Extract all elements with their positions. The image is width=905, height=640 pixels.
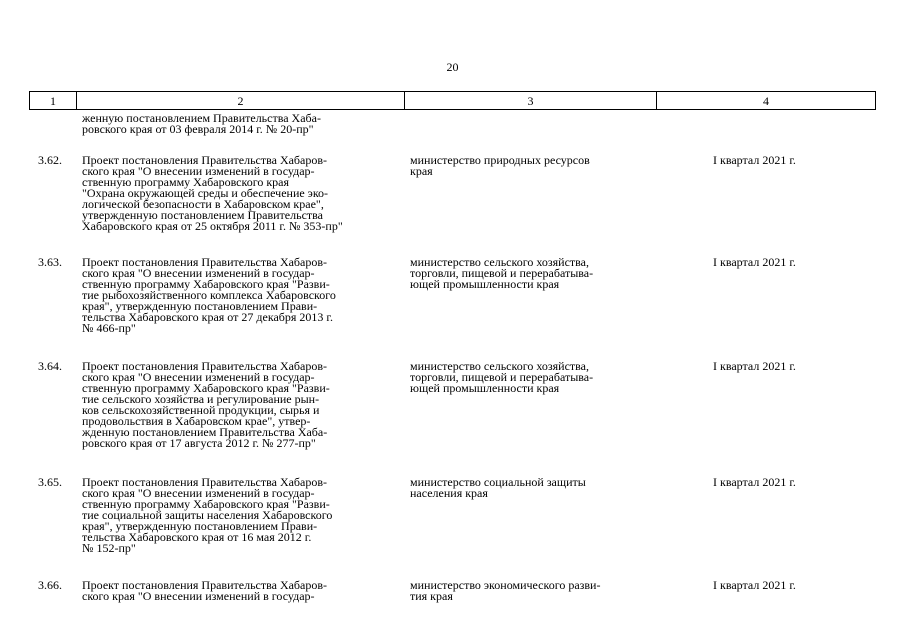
description-line: края", утвержденную постановлением Прави-: [82, 519, 318, 533]
description-line: логической безопасности в Хабаровском крае",: [82, 197, 324, 211]
description-line: тие социальной защиты населения Хабаровского: [82, 508, 333, 522]
description-line: ского края "О внесении изменений в государ-: [82, 370, 315, 384]
item-description: [82, 257, 404, 334]
column-header-3: 3: [405, 92, 657, 110]
responsible-line: тия края: [410, 589, 453, 603]
column-header-4: 4: [657, 92, 876, 110]
responsible-agency: [410, 477, 650, 499]
description-line: ровского края от 17 августа 2012 г. № 277-пр": [82, 436, 316, 450]
description-line: № 152-пр": [82, 541, 136, 555]
description-line: ского края "О внесении изменений в государ-: [82, 486, 315, 500]
description-line: жденную постановлением Правительства Хаба-: [82, 425, 328, 439]
item-description: [82, 361, 404, 449]
description-line: тие рыбохозяйственного комплекса Хабаровского: [82, 288, 336, 302]
responsible-line: министерство социальной защиты: [410, 475, 586, 489]
responsible-line: министерство экономического разви-: [410, 578, 601, 592]
description-line: утвержденную постановлением Правительства: [82, 208, 323, 222]
description-line: тельства Хабаровского края от 27 декабря 2013 г.: [82, 310, 333, 324]
responsible-agency: [410, 257, 650, 290]
description-line: ского края "О внесении изменений в государ-: [82, 266, 315, 280]
responsible-line: населения края: [410, 486, 488, 500]
responsible-agency: [410, 155, 650, 177]
responsible-line: края: [410, 164, 433, 178]
due-date: I квартал 2021 г.: [713, 359, 796, 373]
responsible-line: торговли, пищевой и перерабатыва-: [410, 370, 594, 384]
page-number: 20: [446, 60, 459, 74]
due-date: I квартал 2021 г.: [713, 255, 796, 269]
description-line: тие сельского хозяйства и регулирование рын-: [82, 392, 320, 406]
description-line: Хабаровского края от 25 октября 2011 г. № 353-пр": [82, 219, 343, 233]
description-line: продовольствия в Хабаровском крае", утвер-: [82, 414, 311, 428]
responsible-line: ющей промышленности края: [410, 277, 560, 291]
description-line: ского края "О внесении изменений в государ-: [82, 164, 315, 178]
due-date: I квартал 2021 г.: [713, 578, 796, 592]
column-header-row: [30, 92, 876, 110]
description-line: ственную программу Хабаровского края "Разви-: [82, 497, 330, 511]
description-line: "Охрана окружающей среды и обеспечение эко-: [82, 186, 329, 200]
item-number: 3.66.: [38, 578, 62, 592]
item-description: [82, 580, 404, 602]
description-line: ского края "О внесении изменений в государ-: [82, 589, 315, 603]
responsible-agency: [410, 361, 650, 394]
description-line: тельства Хабаровского края от 16 мая 2012 г.: [82, 530, 312, 544]
item-number: 3.63.: [38, 255, 62, 269]
column-header-table: [29, 91, 876, 110]
column-header-2: 2: [77, 92, 405, 110]
item-description: [82, 477, 404, 554]
description-line: Проект постановления Правительства Хабаров-: [82, 153, 328, 167]
item-number: 3.65.: [38, 475, 62, 489]
responsible-line: министерство природных ресурсов: [410, 153, 590, 167]
item-number: 3.62.: [38, 153, 62, 167]
responsible-line: ющей промышленности края: [410, 381, 560, 395]
description-line: Проект постановления Правительства Хабаров-: [82, 578, 328, 592]
description-line: ственную программу Хабаровского края "Разви-: [82, 381, 330, 395]
description-line: ственную программу Хабаровского края: [82, 175, 290, 189]
description-line: Проект постановления Правительства Хабаров-: [82, 475, 328, 489]
description-line: ственную программу Хабаровского края "Разви-: [82, 277, 330, 291]
description-line: Проект постановления Правительства Хабаров-: [82, 359, 328, 373]
description-line: № 466-пр": [82, 321, 136, 335]
responsible-line: министерство сельского хозяйства,: [410, 255, 589, 269]
description-line: края", утвержденную постановлением Прави-: [82, 299, 318, 313]
responsible-line: министерство сельского хозяйства,: [410, 359, 589, 373]
column-header-1: 1: [30, 92, 77, 110]
continued-text-line: ровского края от 03 февраля 2014 г. № 20-пр": [82, 122, 314, 136]
description-line: Проект постановления Правительства Хабаров-: [82, 255, 328, 269]
due-date: I квартал 2021 г.: [713, 475, 796, 489]
continued-text: [82, 113, 402, 135]
responsible-agency: [410, 580, 650, 602]
responsible-line: торговли, пищевой и перерабатыва-: [410, 266, 594, 280]
item-number: 3.64.: [38, 359, 62, 373]
description-line: ков сельскохозяйственной продукции, сырья и: [82, 403, 320, 417]
due-date: I квартал 2021 г.: [713, 153, 796, 167]
continued-text-line: женную постановлением Правительства Хаба-: [82, 111, 321, 125]
item-description: [82, 155, 404, 232]
